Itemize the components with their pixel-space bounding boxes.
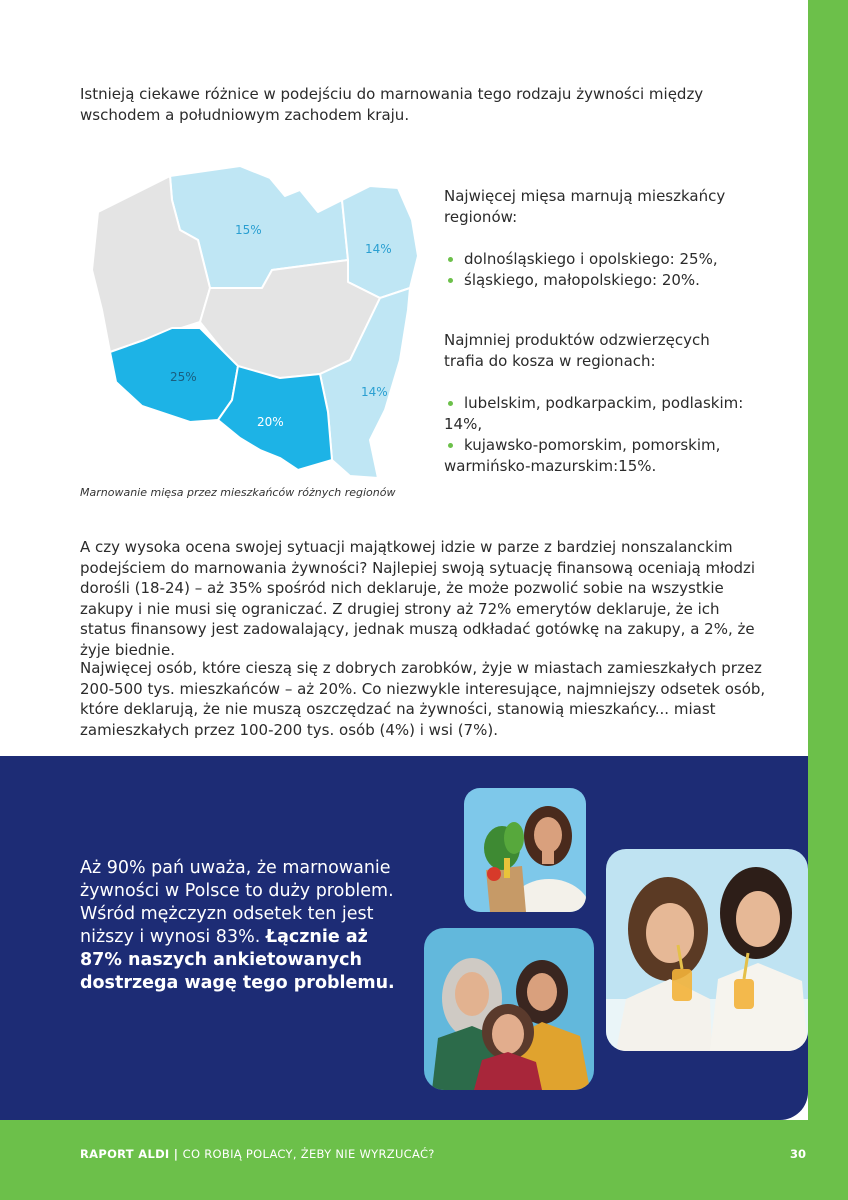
quote-normal-text: Aż 90% pań uważa, że marnowanie żywności w Polsce to duży problem. Wśród mężczyzn odsetek ten jest niższy i wynosi 83%. bbox=[80, 858, 394, 947]
footer-title bbox=[80, 1147, 435, 1161]
list-item: dolnośląskiego i opolskiego: 25%, bbox=[444, 249, 774, 270]
wealth-paragraph: A czy wysoka ocena swojej sytuacji majątkowej idzie w parze z bardziej nonszalanckim podejściem do marnowania żywności? Najlepiej swoją sytuację finansową oceniają młodzi dorośli (18-24) – aż 35% spośród nich deklaruje, że może pozwolić sobie na wszystkie zakupy i nie musi się ograniczać. Z drugiej strony aż 72% emerytów deklaruje, że ich status finansowy jest zadowalający, jednak muszą odkładać gotówkę na zakupy, a 2%, że żyje biednie. bbox=[80, 538, 756, 659]
poland-region-map bbox=[80, 160, 425, 482]
intro-paragraph: Istnieją ciekawe różnice w podejściu do marnowania tego rodzaju żywności między wschodem a południowym zachodem kraju. bbox=[80, 85, 704, 124]
highlight-quote bbox=[80, 857, 400, 995]
list-item: śląskiego, małopolskiego: 20%. bbox=[444, 270, 774, 291]
photo-woman-groceries bbox=[464, 788, 586, 912]
map-caption: Marnowanie mięsa przez mieszkańców różnych regionów bbox=[80, 486, 396, 499]
footer-separator: | bbox=[169, 1147, 183, 1161]
quote-bold-text: Łącznie aż 87% naszych ankietowanych dostrzega wagę tego problemu. bbox=[80, 927, 395, 993]
photo-three-women bbox=[424, 928, 594, 1090]
list-item: kujawsko-pomorskim, pomorskim, warmińsko-mazurskim:15%. bbox=[444, 435, 774, 477]
cities-paragraph: Najwięcej osób, które cieszą się z dobrych zarobków, żyje w miastach zamieszkałych przez 200-500 tys. mieszkańców – aż 20%. Co niezwykle interesujące, najmniejszy odsetek osób, które deklarują, że nie muszą oszczędzać na żywności, stanowią mieszkańcy... miast zamieszkałych przez 100-200 tys. osób (4%) i wsi (7%). bbox=[80, 659, 766, 739]
green-side-bar bbox=[808, 0, 848, 1200]
list-item: lubelskim, podkarpackim, podlaskim: 14%, bbox=[444, 393, 774, 435]
map-label-south: 20% bbox=[257, 415, 284, 429]
least-waste-heading: Najmniej produktów odzwierzęcych trafia do kosza w regionach: bbox=[444, 331, 710, 370]
page-number: 30 bbox=[790, 1147, 807, 1161]
footer-brand: RAPORT ALDI bbox=[80, 1147, 170, 1161]
footer-report-title: CO ROBIĄ POLACY, ŻEBY NIE WYRZUCAĆ? bbox=[182, 1147, 435, 1161]
map-label-northeast: 14% bbox=[365, 242, 392, 256]
most-waste-block bbox=[444, 186, 774, 291]
map-label-southwest: 25% bbox=[170, 370, 197, 384]
most-waste-heading: Najwięcej mięsa marnują mieszkańcy regionów: bbox=[444, 187, 726, 226]
least-waste-block bbox=[444, 330, 774, 477]
map-label-north: 15% bbox=[235, 223, 262, 237]
map-label-east: 14% bbox=[361, 385, 388, 399]
photo-two-women-juice bbox=[606, 849, 808, 1051]
